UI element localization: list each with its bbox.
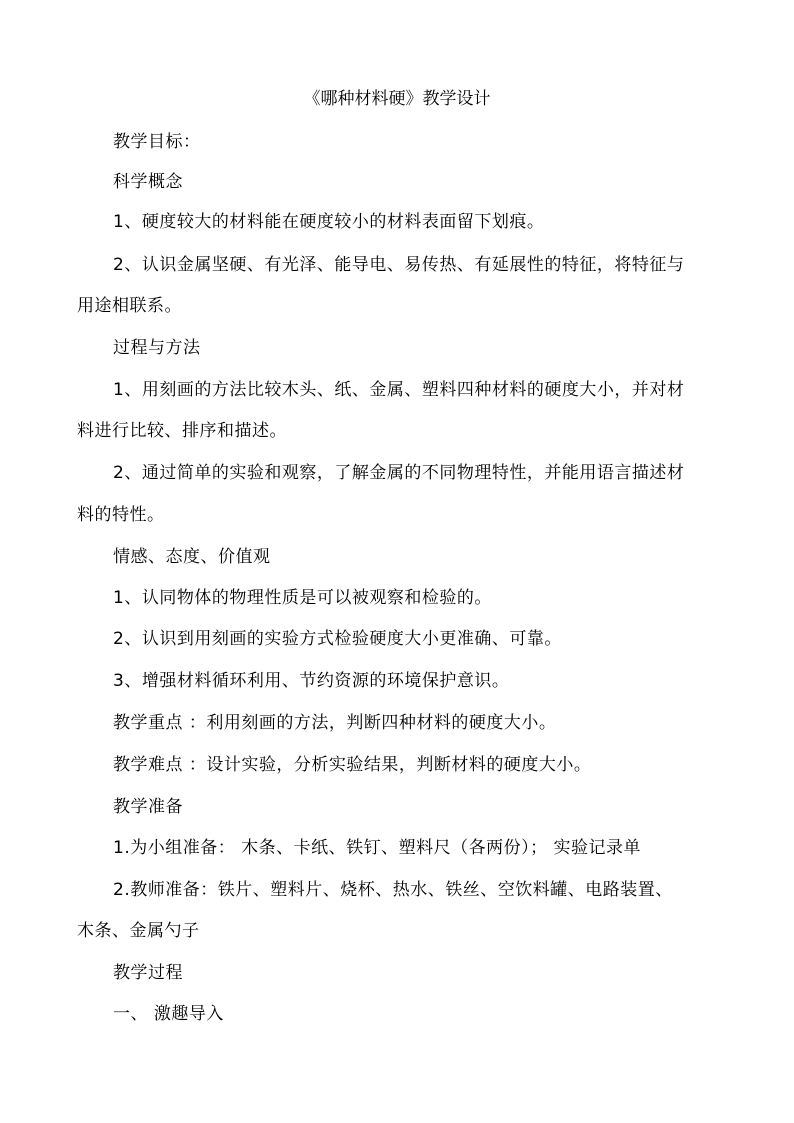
paragraph-line: 3、增强材料循环利用、节约资源的环境保护意识。 [113, 671, 510, 691]
key-points-line: 教学重点 ：利用刻画的方法，判断四种材料的硬度大小。 [113, 713, 557, 733]
paragraph-line: 2、认识到用刻画的实验方式检验硬度大小更准确、可靠。 [113, 629, 562, 649]
paragraph-line: 木条、金属勺子 [77, 921, 200, 941]
paragraph-line: 2、通过简单的实验和观察，了解金属的不同物理特性，并能用语言描述材 [113, 463, 685, 483]
section-heading-preparation: 教学准备 [113, 797, 183, 817]
subheading-science-concepts: 科学概念 [113, 172, 183, 192]
subheading-introduction: 一、 激趣导入 [113, 1004, 224, 1024]
paragraph-line: 料进行比较、排序和描述。 [77, 421, 287, 441]
section-heading-objectives: 教学目标： [113, 132, 201, 152]
paragraph-line: 1、用刻画的方法比较木头、纸、金属、塑料四种材料的硬度大小，并对材 [113, 380, 685, 400]
difficult-points-line: 教学难点 ：设计实验，分析实验结果，判断材料的硬度大小。 [113, 755, 592, 775]
paragraph-line: 1.为小组准备： 木条、卡纸、铁钉、塑料尺（各两份）； 实验记录单 [113, 838, 642, 858]
section-heading-process: 教学过程 [113, 963, 183, 983]
paragraph-line: 1、认同物体的物理性质是可以被观察和检验的。 [113, 588, 492, 608]
paragraph-line: 2、认识金属坚硬、有光泽、能导电、易传热、有延展性的特征，将特征与 [113, 255, 685, 275]
paragraph-line: 1、硬度较大的材料能在硬度较小的材料表面留下划痕。 [113, 212, 545, 232]
paragraph-line: 2.教师准备：铁片、塑料片、烧杯、热水、铁丝、空饮料罐、电路装置、 [113, 880, 673, 900]
subheading-process-methods: 过程与方法 [113, 338, 201, 358]
document-title: 《哪种材料硬》教学设计 [303, 89, 491, 109]
paragraph-line: 用途相联系。 [77, 296, 182, 316]
subheading-emotions-values: 情感、态度、价值观 [113, 547, 271, 567]
paragraph-line: 料的特性。 [77, 505, 165, 525]
